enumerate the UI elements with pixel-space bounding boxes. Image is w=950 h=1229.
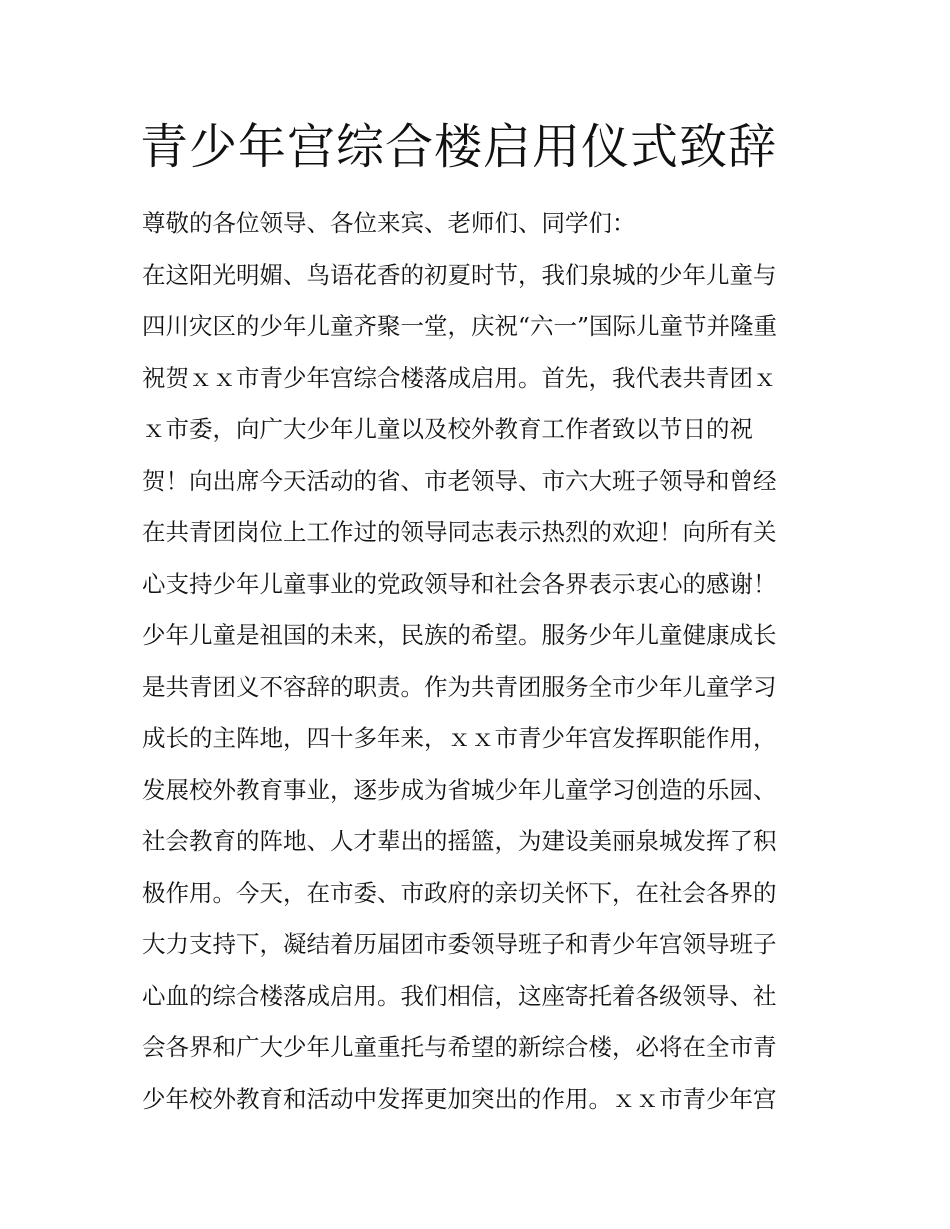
body-line: 极作用。今天，在市委、市政府的亲切关怀下，在社会各界的 <box>142 878 777 907</box>
body-line: 心血的综合楼落成启用。我们相信，这座寄托着各级领导、社 <box>142 981 777 1010</box>
body-line: 贺！向出席今天活动的省、市老领导、市六大班子领导和曾经 <box>142 466 777 495</box>
document-body <box>142 198 822 1125</box>
body-line: ｘ市委，向广大少年儿童以及校外教育工作者致以节日的祝 <box>142 415 753 443</box>
body-line: 成长的主阵地，四十多年来，ｘｘ市青少年宫发挥职能作用， <box>142 724 777 752</box>
body-line: 发展校外教育事业，逐步成为省城少年儿童学习创造的乐园、 <box>142 775 777 804</box>
body-line: 在这阳光明媚、鸟语花香的初夏时节，我们泉城的少年儿童与 <box>142 260 777 289</box>
body-line: 是共青团义不容辞的职责。作为共青团服务全市少年儿童学习 <box>142 672 777 701</box>
body-line-salutation: 尊敬的各位领导、各位来宾、老师们、同学们： <box>142 209 636 237</box>
body-line: 大力支持下，凝结着历届团市委领导班子和青少年宫领导班子 <box>142 930 777 958</box>
document-title: 青少年宫综合楼启用仪式致辞 <box>140 119 778 175</box>
body-line: 少年儿童是祖国的未来，民族的希望。服务少年儿童健康成长 <box>142 621 777 649</box>
body-line: 祝贺ｘｘ市青少年宫综合楼落成启用。首先，我代表共青团ｘ <box>142 363 777 392</box>
body-line: 社会教育的阵地、人才辈出的摇篮，为建设美丽泉城发挥了积 <box>142 827 777 855</box>
body-line: 少年校外教育和活动中发挥更加突出的作用。ｘｘ市青少年宫 <box>142 1084 777 1113</box>
body-line: 会各界和广大少年儿童重托与希望的新综合楼，必将在全市青 <box>142 1033 777 1061</box>
body-line: 四川灾区的少年儿童齐聚一堂，庆祝“六一”国际儿童节并隆重 <box>142 312 778 340</box>
body-line: 在共青团岗位上工作过的领导同志表示热烈的欢迎！向所有关 <box>142 518 777 546</box>
body-line: 心支持少年儿童事业的党政领导和社会各界表示衷心的感谢！ <box>142 569 777 598</box>
